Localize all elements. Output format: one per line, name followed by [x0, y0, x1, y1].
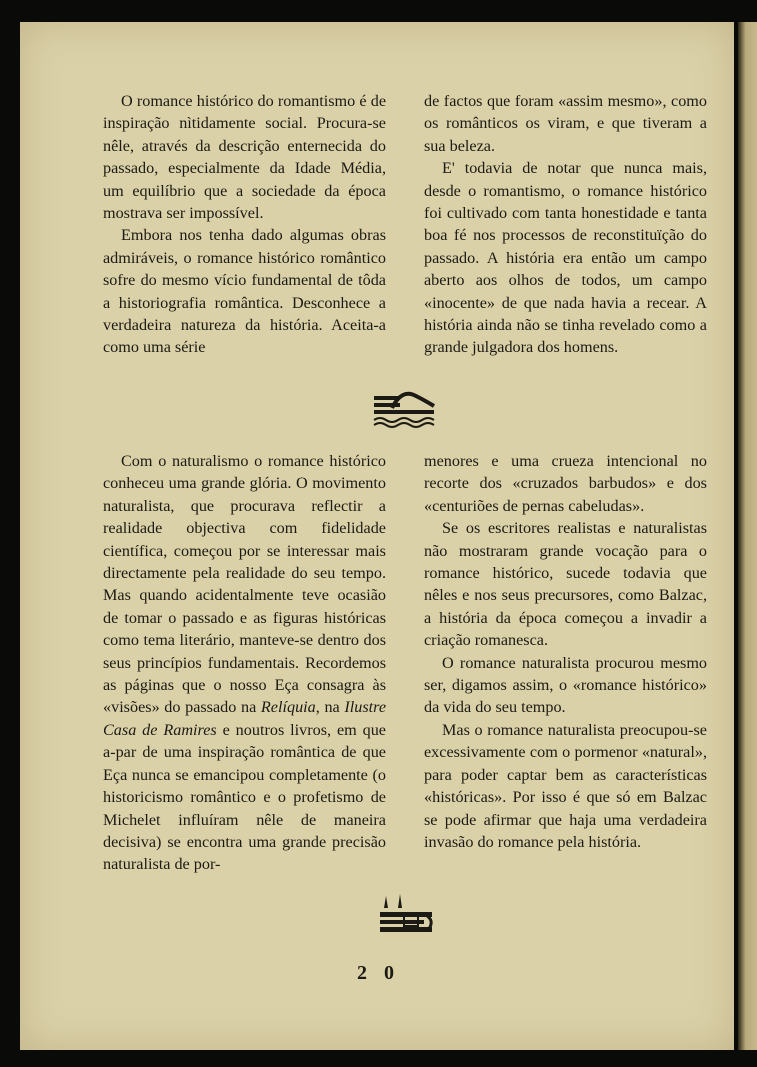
paragraph: E' todavia de notar que nunca mais, desde o romantismo, o romance histórico foi cultivado com tanta honestidade e tanta boa fé nos processos de reconstituïção do passado. A história era então um campo aberto aos olhos de todos, um campo «inocente» de que nada havia a recear. A história ainda não se tinha revelado como a grande julgadora dos homens. [424, 159, 707, 357]
top-right-column [424, 90, 707, 359]
bottom-left-column [103, 450, 386, 876]
paragraph: Mas o romance naturalista preocupou-se excessivamente com o pormenor «natural», para poder captar bem as características «históricas». Por isso é que só em Balzac se pode afirmar que haja uma verdadeira invasão do romance pela história. [424, 720, 707, 851]
bottom-right-column [424, 450, 707, 853]
book-title-ilustre-casa: Ilustre Casa de Ramires [103, 698, 387, 739]
paragraph: de factos que foram «assim mesmo», como os românticos os viram, e que tiveram a sua beleza. [424, 92, 707, 155]
paragraph: menores e uma crueza intencional no recorte dos «cruzados barbudos» e dos «centuriões de pernas cabeludas». [424, 452, 707, 515]
page-edge [738, 22, 757, 1050]
text-run: e noutros livros, em que a-par de uma inspiração romântica de que Eça nunca se emancipou completamente (o historicismo romântico e o profetismo de Michelet influíram nêle de maneira decisiva) se encontra uma grande precisão naturalista de por- [103, 720, 386, 874]
top-left-column [103, 90, 386, 359]
lamp-ornament-icon [376, 892, 440, 938]
book-title-reliquia: Relíquia [260, 698, 316, 717]
paragraph: O romance histórico do romantismo é de inspiração nìtidamente social. Procura-se nêle, através da descrição enternecida do passado, especialmente da Idade Média, um equilíbrio que a sociedade da época mostrava ser impossível. [103, 92, 386, 223]
paragraph [103, 450, 386, 876]
text-run: Com o naturalismo o romance histórico conheceu uma grande glória. O movimento naturalista, que procurava reflectir a realidade objectiva com fidelidade científica, começou por se interessar mais directamente pela realidade do seu tempo. Mas quando acidentalmente teve ocasião de tomar o passado e as figuras históricas como tema literário, manteve-se dentro dos seus princípios fundamentais. Recordemos as páginas que o nosso Eça consagra às «visões» do passado na [103, 452, 386, 717]
text-run: , na [315, 698, 340, 717]
wave-ornament-icon [372, 388, 440, 428]
paragraph: Embora nos tenha dado algumas obras admiráveis, o romance histórico romântico sofre do mesmo vício fundamental de tôda a historiografia romântica. Desconhece a verdadeira natureza da história. Aceita-a como uma série [103, 226, 386, 357]
paragraph: Se os escritores realistas e naturalistas não mostraram grande vocação para o romance histórico, sucede todavia que nêles e nos seus precursores, como Balzac, a história da época começou a invadir a criação romanesca. [424, 519, 707, 650]
page-number: 2 0 [357, 962, 400, 984]
paragraph: O romance naturalista procurou mesmo ser, digamos assim, o «romance histórico» da vida do seu tempo. [424, 653, 707, 717]
